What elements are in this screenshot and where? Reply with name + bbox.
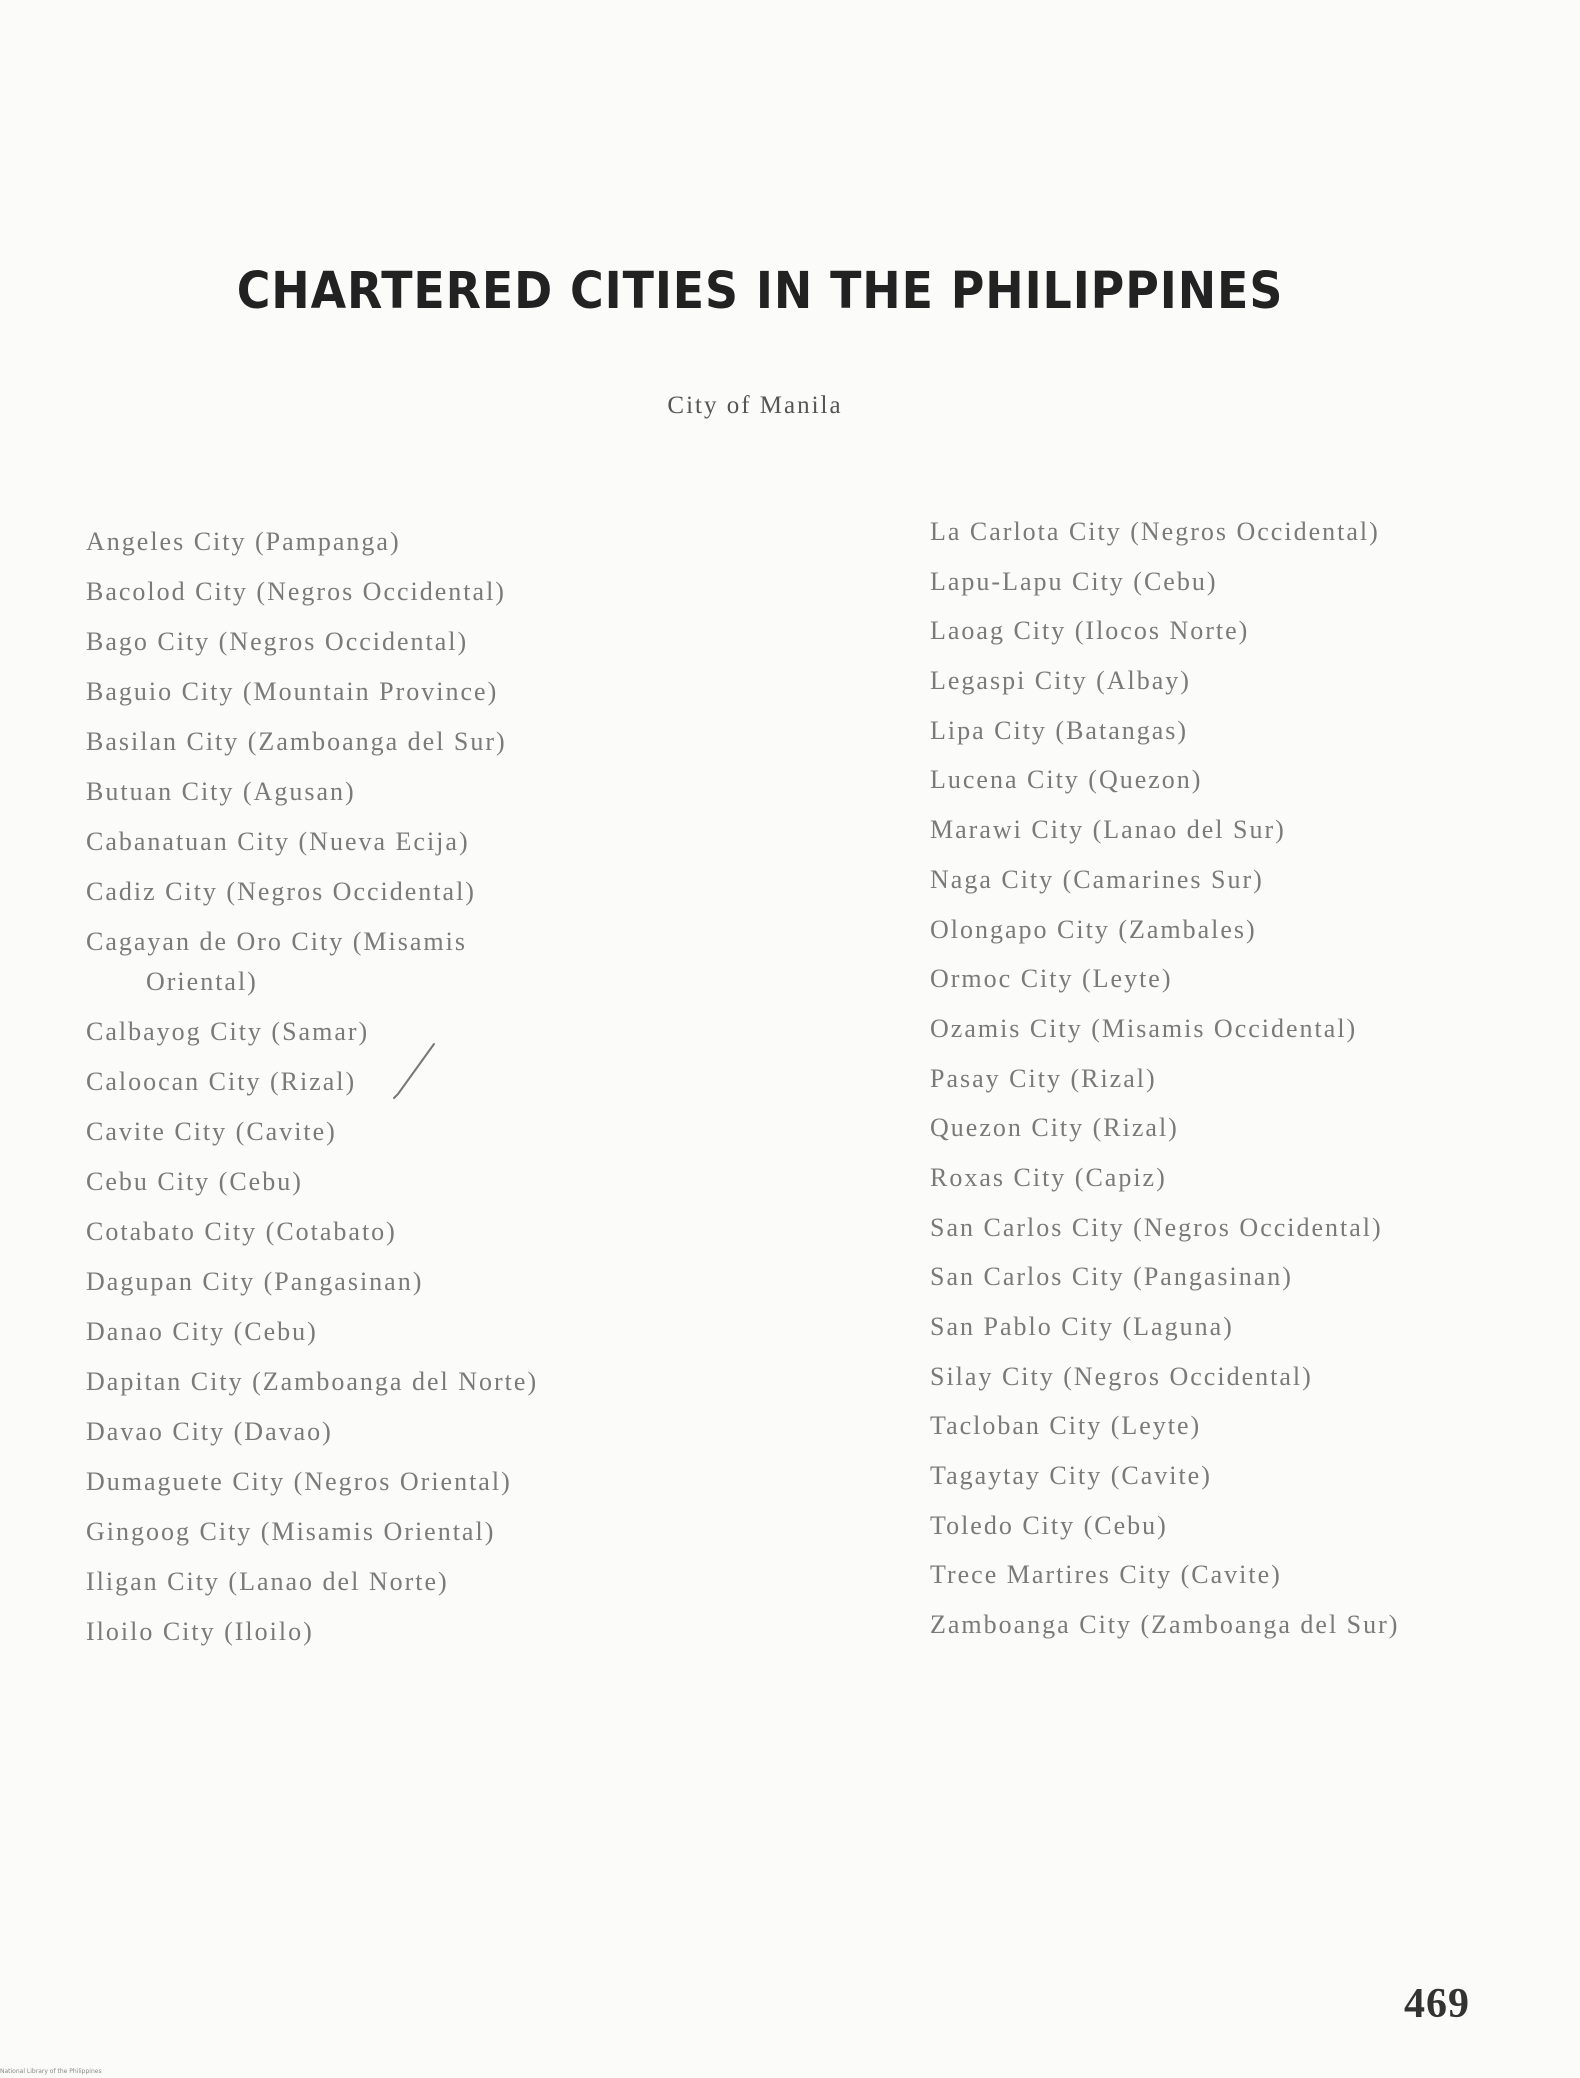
city-item: Toledo City (Cebu) [930,1510,1168,1540]
city-item: Baguio City (Mountain Province) [86,677,499,706]
city-item: Caloocan City (Rizal) [86,1067,357,1096]
city-item: Zamboanga City (Zamboanga del Sur) [930,1610,1400,1640]
city-item: Lapu-Lapu City (Cebu) [930,566,1218,596]
city-item: Tacloban City (Leyte) [930,1411,1202,1441]
city-item: Dagupan City (Pangasinan) [86,1267,424,1296]
city-item: Butuan City (Agusan) [86,777,356,806]
city-item: Lucena City (Quezon) [930,765,1203,795]
city-item: Lipa City (Batangas) [930,715,1189,745]
city-item: Ormoc City (Leyte) [930,964,1173,994]
page-title: CHARTERED CITIES IN THE PHILIPPINES [236,262,1284,321]
city-item: Cotabato City (Cotabato) [86,1217,397,1246]
city-item: Marawi City (Lanao del Sur) [930,815,1286,845]
city-item: Basilan City (Zamboanga del Sur) [86,727,507,756]
city-list-right [930,512,1490,1655]
city-item: San Pablo City (Laguna) [930,1312,1234,1341]
city-item: Olongapo City (Zambales) [930,914,1257,944]
city-item: Cabanatuan City (Nueva Ecija) [86,827,470,856]
city-item: Quezon City (Rizal) [930,1113,1179,1143]
city-item: Davao City (Davao) [86,1417,333,1446]
city-item: La Carlota City (Negros Occidental) [930,517,1380,546]
city-item: Cadiz City (Negros Occidental) [86,877,476,906]
city-item: Iligan City (Lanao del Norte) [86,1567,449,1596]
city-item: Bago City (Negros Occidental) [86,627,469,656]
city-item: Cavite City (Cavite) [86,1117,337,1146]
city-item: Dumaguete City (Negros Oriental) [86,1467,512,1496]
city-item-line2: Oriental) [146,967,258,996]
city-item: San Carlos City (Negros Occidental) [930,1212,1383,1242]
city-item: Angeles City (Pampanga) [86,527,401,556]
city-item: Pasay City (Rizal) [930,1063,1157,1093]
city-item-line1: Cagayan de Oro City (Misamis [86,927,467,956]
city-item: Cebu City (Cebu) [86,1167,303,1196]
city-item: Tagaytay City (Cavite) [930,1461,1212,1491]
city-item: Gingoog City (Misamis Oriental) [86,1517,496,1546]
footer-caption: National Library of the Philippines [0,2068,102,2075]
city-list-left [86,522,646,1662]
city-item: Danao City (Cebu) [86,1317,318,1346]
city-item: Trece Martires City (Cavite) [930,1560,1282,1590]
city-item: Dapitan City (Zamboanga del Norte) [86,1367,539,1396]
city-item-wrapped [86,922,646,1012]
city-item: Ozamis City (Misamis Occidental) [930,1013,1358,1043]
city-item: Laoag City (Ilocos Norte) [930,616,1250,646]
handwritten-check-mark [390,1040,440,1100]
page-subtitle: City of Manila [667,392,843,419]
city-item: San Carlos City (Pangasinan) [930,1262,1293,1292]
city-item: Iloilo City (Iloilo) [86,1617,314,1646]
city-item: Naga City (Camarines Sur) [930,864,1264,894]
page-number: 469 [1404,1981,1470,2027]
city-item: Silay City (Negros Occidental) [930,1361,1313,1391]
city-item: Bacolod City (Negros Occidental) [86,577,506,606]
city-item: Legaspi City (Albay) [930,666,1191,696]
city-item: Calbayog City (Samar) [86,1017,370,1046]
city-item: Roxas City (Capiz) [930,1162,1167,1192]
